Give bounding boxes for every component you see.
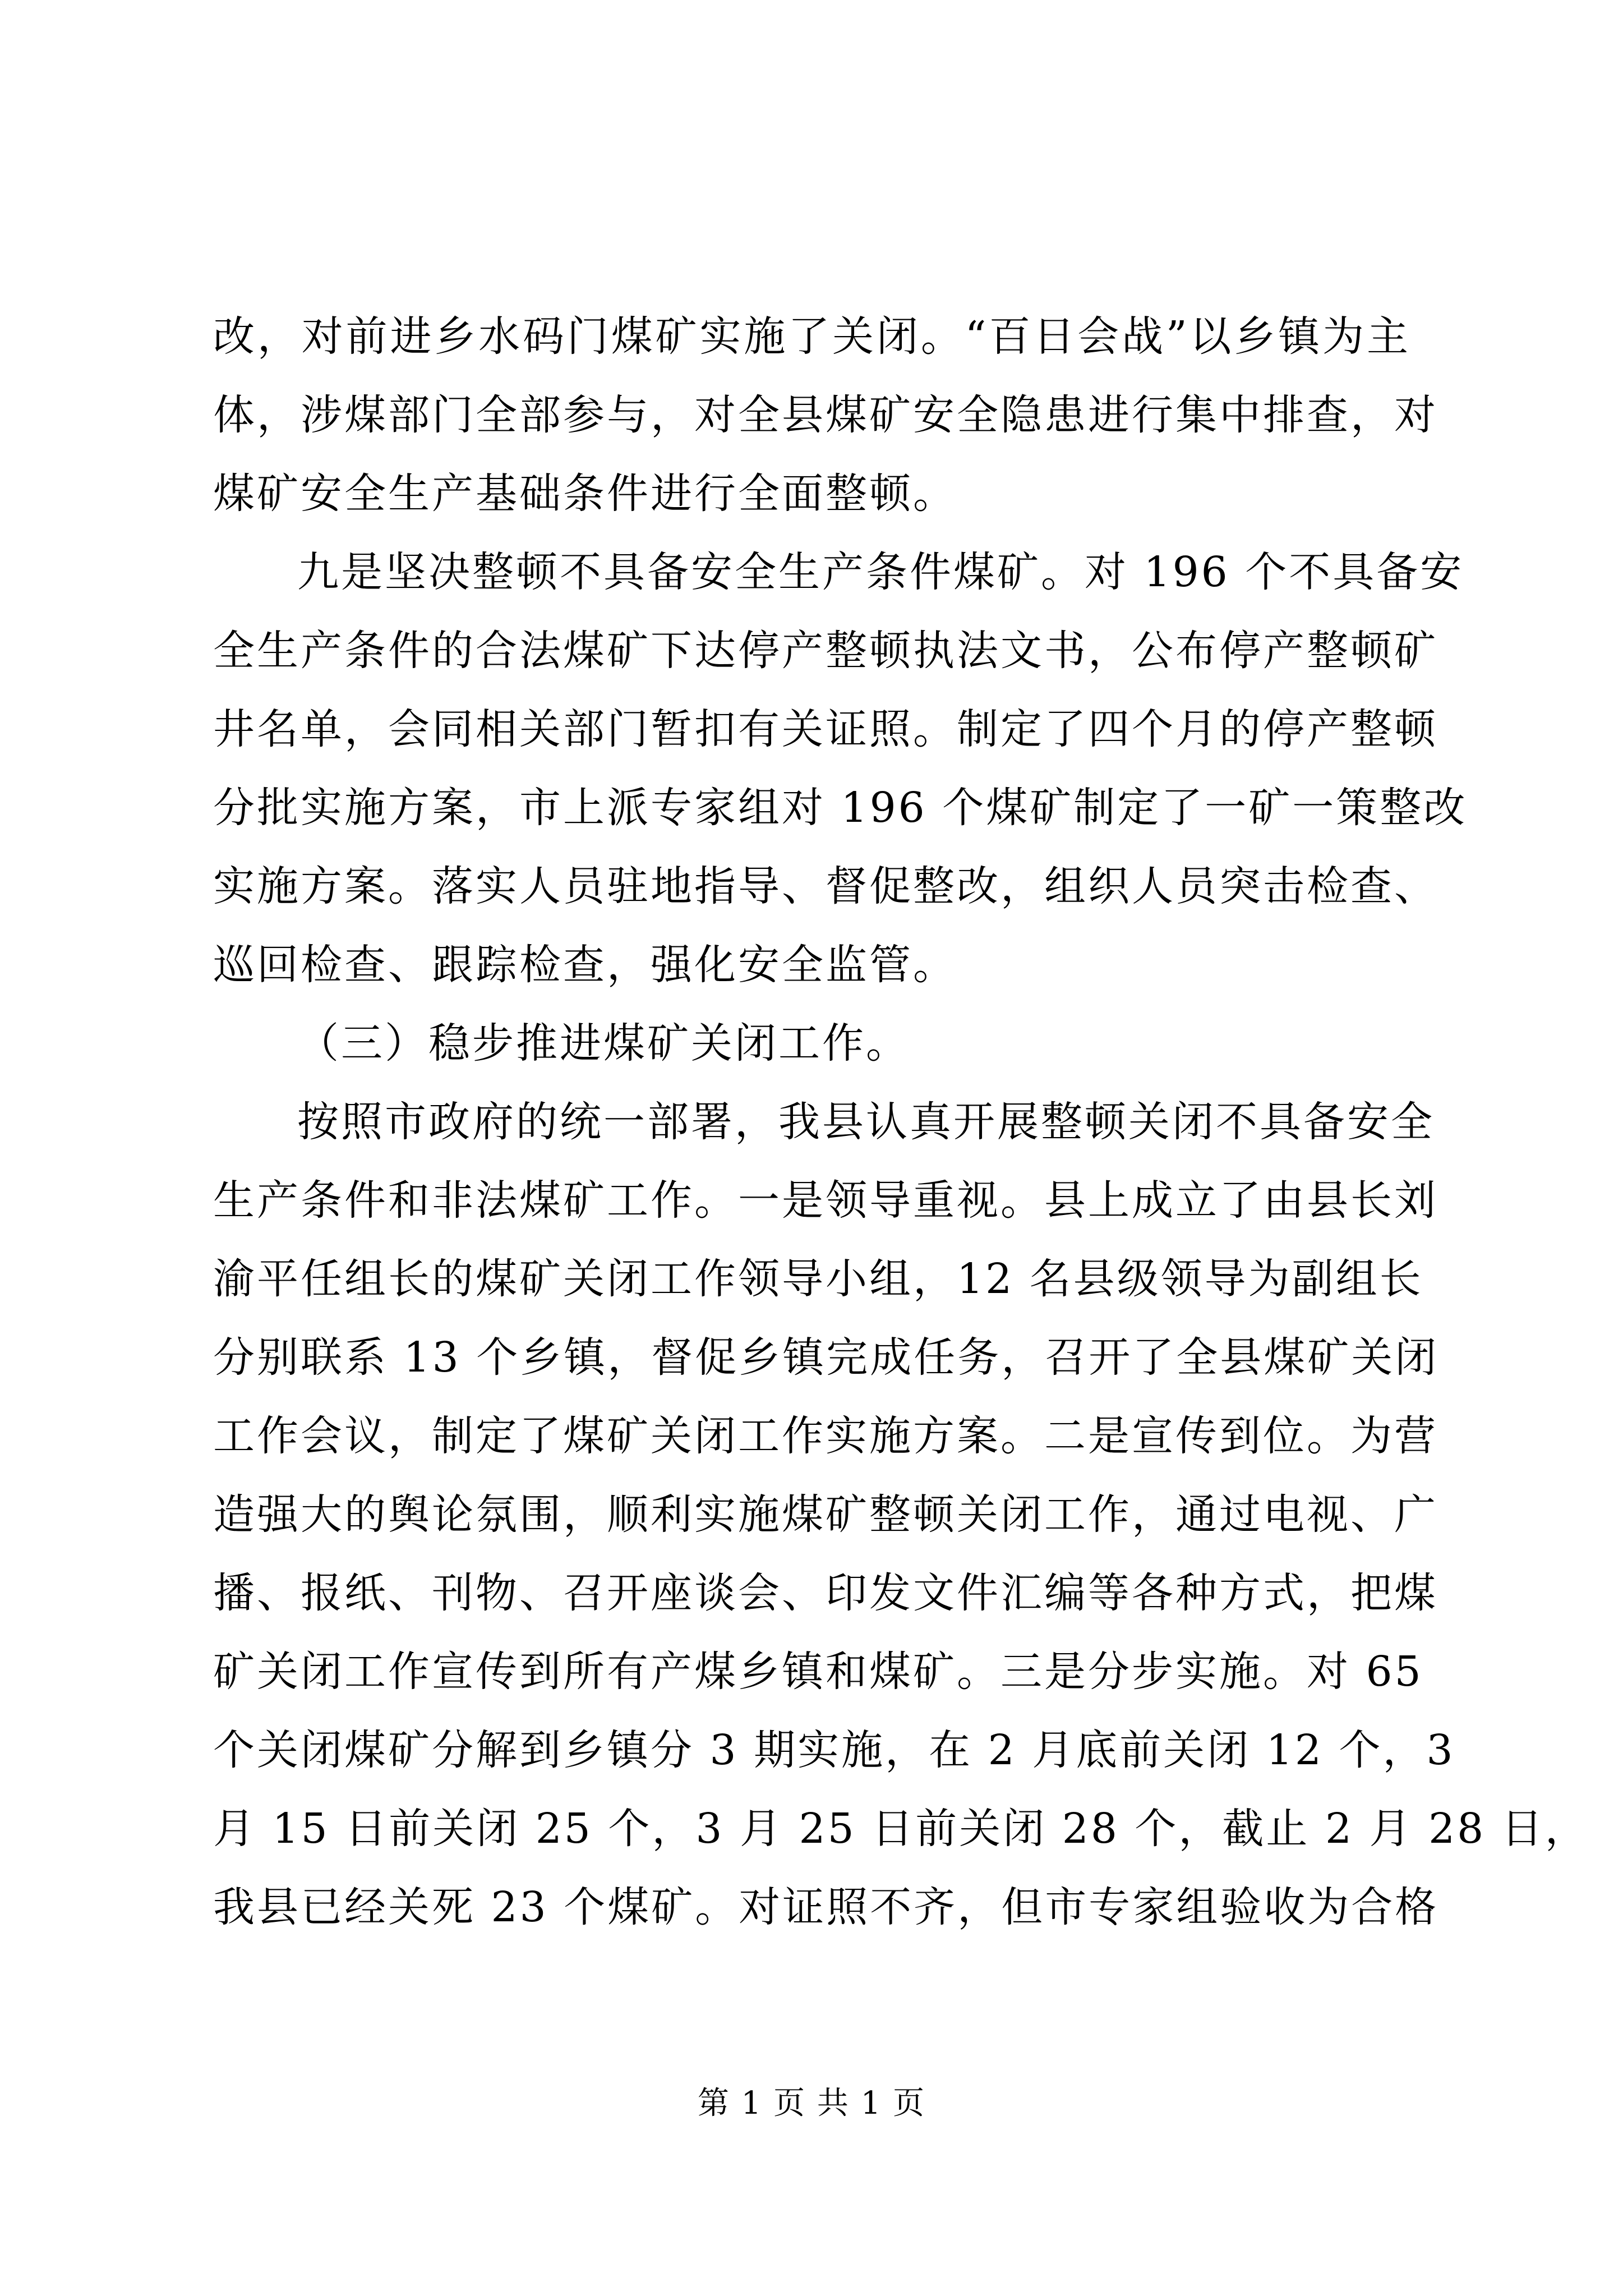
text-line-19: 个关闭煤矿分解到乡镇分 3 期实施，在 2 月底前关闭 12 个，3 bbox=[213, 1726, 1455, 1774]
text-line-12: 生产条件和非法煤矿工作。一是领导重视。县上成立了由县长刘 bbox=[213, 1176, 1438, 1225]
text-line-1: 改，对前进乡水码门煤矿实施了关闭。“百日会战”以乡镇为主 bbox=[213, 312, 1410, 361]
paragraph-start-line: 按照市政府的统一部署，我县认真开展整顿关闭不具备安全 bbox=[297, 1098, 1435, 1146]
paragraph-start-line: 九是坚决整顿不具备安全生产条件煤矿。对 196 个不具备安 bbox=[297, 548, 1464, 596]
text-line-14: 分别联系 13 个乡镇，督促乡镇完成任务，召开了全县煤矿关闭 bbox=[213, 1333, 1439, 1382]
text-line-17: 播、报纸、刊物、召开座谈会、印发文件汇编等各种方式，把煤 bbox=[213, 1569, 1438, 1617]
text-line-2: 体，涉煤部门全部参与，对全县煤矿安全隐患进行集中排查，对 bbox=[213, 391, 1438, 439]
text-line-3: 煤矿安全生产基础条件进行全面整顿。 bbox=[213, 470, 957, 518]
text-line-21: 我县已经关死 23 个煤矿。对证照不齐，但市专家组验收为合格 bbox=[213, 1883, 1439, 1931]
text-line-13: 渝平任组长的煤矿关闭工作领导小组，12 名县级领导为副组长 bbox=[213, 1255, 1423, 1303]
text-line-8: 实施方案。落实人员驻地指导、督促整改，组织人员突击检查、 bbox=[213, 862, 1438, 910]
text-line-5: 全生产条件的合法煤矿下达停产整顿执法文书，公布停产整顿矿 bbox=[213, 627, 1438, 675]
text-line-18: 矿关闭工作宣传到所有产煤乡镇和煤矿。三是分步实施。对 65 bbox=[213, 1648, 1423, 1696]
text-line-16: 造强大的舆论氛围，顺利实施煤矿整顿关闭工作，通过电视、广 bbox=[213, 1490, 1438, 1539]
text-line-15: 工作会议，制定了煤矿关闭工作实施方案。二是宣传到位。为营 bbox=[213, 1412, 1438, 1460]
text-line-9: 巡回检查、跟踪检查，强化安全监管。 bbox=[213, 941, 957, 989]
text-line-7: 分批实施方案，市上派专家组对 196 个煤矿制定了一矿一策整改 bbox=[213, 784, 1468, 832]
page-footer: 第 1 页 共 1 页 bbox=[697, 2085, 926, 2122]
text-line-20: 月 15 日前关闭 25 个，3 月 25 日前关闭 28 个，截止 2 月 28 日， bbox=[213, 1805, 1589, 1853]
section-heading: （三）稳步推进煤矿关闭工作。 bbox=[297, 1019, 910, 1068]
text-line-6: 井名单，会同相关部门暂扣有关证照。制定了四个月的停产整顿 bbox=[213, 705, 1438, 753]
